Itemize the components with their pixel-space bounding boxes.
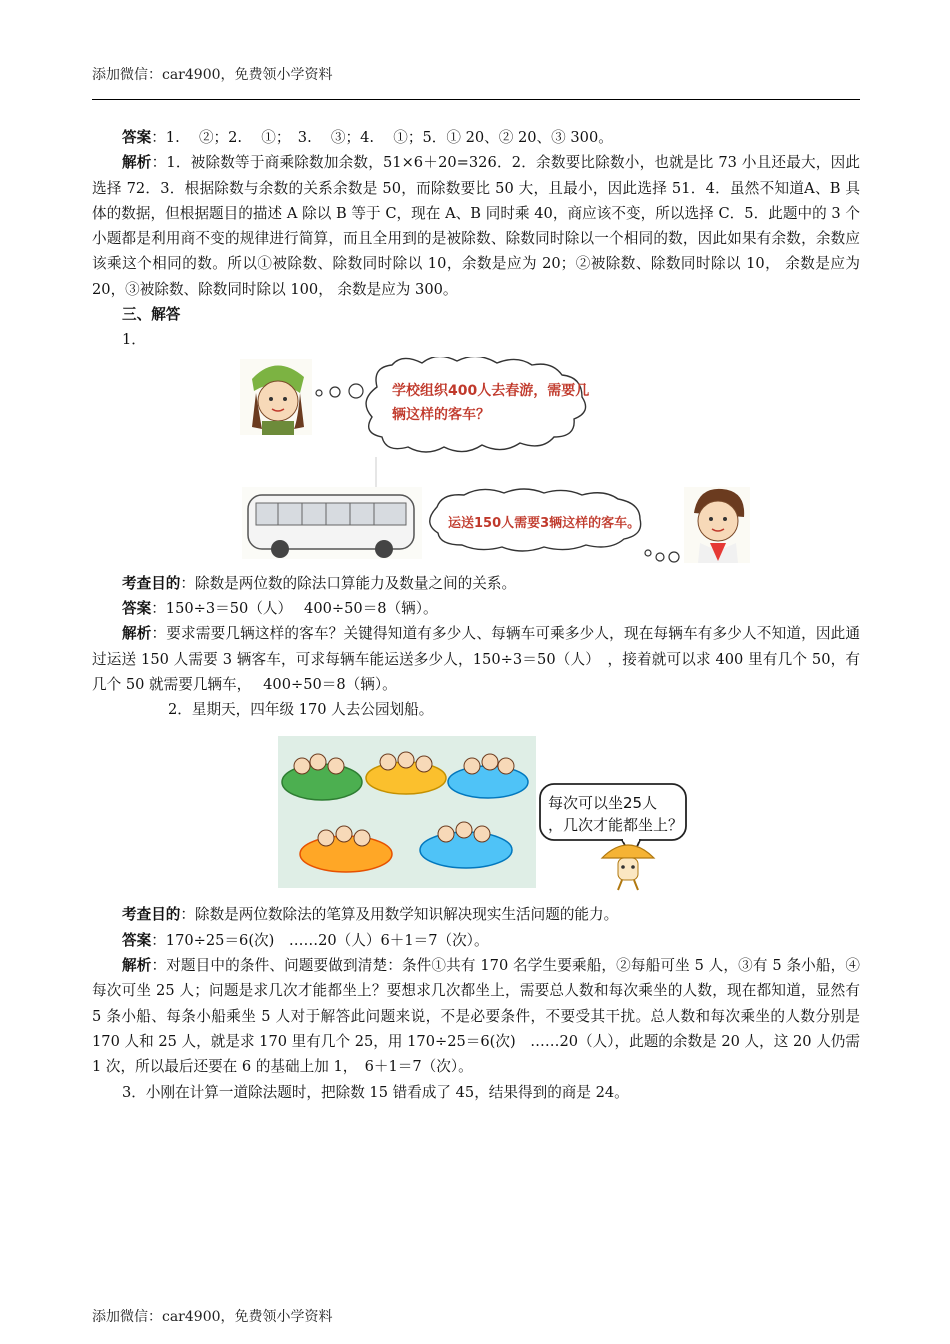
q1-answer: 答案：150÷3＝50（人） 400÷50＝8（辆）。 — [122, 599, 438, 617]
answer-label: 答案 — [122, 129, 152, 146]
document-body — [92, 125, 860, 1105]
girl-illustration — [240, 359, 312, 435]
page-header: 添加微信：car4900，免费领小学资料 — [92, 67, 333, 83]
section-title: 三、解答 — [122, 306, 181, 324]
answer-label: 答案 — [122, 931, 152, 949]
analysis-label: 解析 — [122, 154, 152, 172]
q3-stem: 3．小刚在计算一道除法题时，把除数 15 错看成了 45，结果得到的商是 24。 — [122, 1083, 629, 1101]
q2-stem: 2．星期天，四年级 170 人去公园划船。 — [168, 701, 434, 719]
bubble2-text: 运送150人需要3辆这样的客车。 — [448, 515, 641, 531]
bubble1-text-a: 学校组织400人去春游，需要几 — [392, 382, 590, 399]
q2-answer: 答案：170÷25＝6(次) ……20（人）6＋1＝7（次）。 — [122, 931, 489, 949]
purpose-label: 考查目的 — [122, 906, 181, 924]
q1-analysis: 解析：要求需要几辆这样的客车？关键得知道有多少人、每辆车可乘多少人，现在每辆车有多少人不知道，因此通过运送 150 人需要 3 辆客车，可求每辆车能运送多少人，150÷3＝50（人） ，接着就可以求 400 里有几个 50，有几个 50 就需要几辆车， 400÷50＝8（辆）。 — [92, 625, 860, 693]
prev-analysis: 解析：1．被除数等于商乘除数加余数，51×6＋20=326．2．余数要比除数小，也就是比 73 小且还最大，因此选择 72．3．根据除数与余数的关系余数是 50，而除数要比 50 大，且最小，因此选择 51．4．虽然不知道A、B 具体的数据，但根据题目的描述 A 除以 B 等于 C，现在 A、B 同时乘 40，商应该不变，所以选择 C．5．此题中的 3 个小题都是利用商不变的规律进行简算，而且全用到的是被除数、除数同时除以一个相同的数，因此如果有余数，余数应该乘这个相同的数。所以①被除数、除数同时除以 10，余数是应为 20；②被除数、除数同时除以 10， 余数是应为 20，③被除数、除数同时除以 100， 余数是应为 300。 — [92, 154, 860, 298]
boat-3 — [448, 766, 528, 798]
q1-illustration — [92, 357, 860, 567]
prev-answer: 答案：1. ②；2. ①； 3. ③；4. ①；5．① 20、② 20、③ 300。 — [122, 129, 613, 146]
analysis-label: 解析 — [122, 625, 152, 643]
q2-illustration — [92, 726, 860, 896]
q1-number: 1． — [122, 331, 146, 349]
mushroom-illustration — [602, 845, 654, 890]
answer-label: 答案 — [122, 599, 152, 617]
q1-purpose: 考查目的：除数是两位数的除法口算能力及数量之间的关系。 — [122, 574, 517, 592]
page-footer: 添加微信：car4900，免费领小学资料 — [92, 1309, 333, 1325]
bus-illustration — [242, 487, 422, 559]
header-divider — [92, 99, 860, 100]
q2-illustration-svg — [92, 726, 860, 896]
q1-illustration-svg — [92, 357, 860, 567]
bubble3-text-b: ，几次才能都坐上？ — [548, 816, 684, 835]
analysis-label: 解析 — [122, 957, 152, 975]
q2-purpose: 考查目的：除数是两位数除法的笔算及用数学知识解决现实生活问题的能力。 — [122, 906, 619, 924]
boy-illustration — [684, 487, 750, 563]
purpose-label: 考查目的 — [122, 574, 181, 592]
bubble3-text-a: 每次可以坐25人 — [548, 794, 658, 813]
q2-analysis: 解析：对题目中的条件、问题要做到清楚：条件①共有 170 名学生要乘船，②每船可坐 5 人，③有 5 条小船，④每次可坐 25 人；问题是求几次才能都坐上？要想求几次都坐上，需要总人数和每次乘坐的人数，现在都知道，显然有 5 条小船、每条小船乘坐 5 人对于解答此问题来说，不是必要条件，不要受其干扰。总人数和每次乘坐的人数分别是 170 人和 25 人，就是求 170 里有几个 25，用 170÷25＝6(次) ……20（人），此题的余数是 20 人，这 20 人仍需 1 次，所以最后还要在 6 的基础上加 1， 6＋1＝7（次）。 — [92, 957, 860, 1076]
bubble1-text-b: 辆这样的客车？ — [392, 406, 490, 423]
